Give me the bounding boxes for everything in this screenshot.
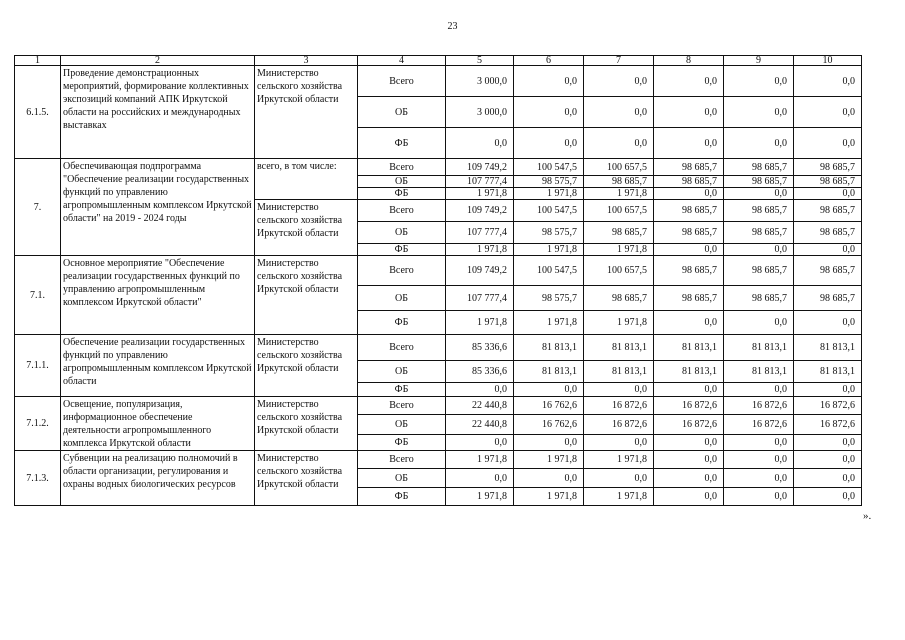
amount-cell: 1 971,8 xyxy=(584,311,654,335)
amount-cell: 1 971,8 xyxy=(446,244,514,256)
funding-source: Всего xyxy=(358,200,446,222)
item-name: Субвенции на реализацию полномочий в области организации, регулирования и охраны водных биологических ресурсов xyxy=(61,451,255,506)
amount-cell: 16 762,6 xyxy=(514,415,584,435)
amount-cell: 0,0 xyxy=(724,66,794,97)
amount-cell: 98 685,7 xyxy=(794,159,862,176)
amount-cell: 98 575,7 xyxy=(514,286,584,311)
table-row xyxy=(15,66,862,97)
amount-cell: 0,0 xyxy=(794,488,862,506)
amount-cell: 98 685,7 xyxy=(794,176,862,188)
amount-cell: 98 685,7 xyxy=(794,286,862,311)
amount-cell: 0,0 xyxy=(584,469,654,488)
amount-cell: 0,0 xyxy=(584,383,654,397)
header-cell: 3 xyxy=(255,56,358,66)
executor-cell: Министерство сельского хозяйства Иркутской области xyxy=(255,335,358,397)
item-number: 7.1.1. xyxy=(15,335,61,397)
amount-cell: 81 813,1 xyxy=(514,335,584,361)
amount-cell: 0,0 xyxy=(794,244,862,256)
item-number: 7.1.2. xyxy=(15,397,61,451)
header-cell: 2 xyxy=(61,56,255,66)
amount-cell: 0,0 xyxy=(654,97,724,128)
amount-cell: 16 872,6 xyxy=(794,415,862,435)
funding-source: Всего xyxy=(358,451,446,469)
page-number: 23 xyxy=(447,21,458,32)
amount-cell: 109 749,2 xyxy=(446,159,514,176)
amount-cell: 109 749,2 xyxy=(446,200,514,222)
amount-cell: 0,0 xyxy=(724,97,794,128)
amount-cell: 0,0 xyxy=(724,488,794,506)
amount-cell: 0,0 xyxy=(724,435,794,451)
amount-cell: 0,0 xyxy=(724,128,794,159)
amount-cell: 0,0 xyxy=(794,97,862,128)
amount-cell: 0,0 xyxy=(514,128,584,159)
amount-cell: 0,0 xyxy=(654,451,724,469)
amount-cell: 1 971,8 xyxy=(584,451,654,469)
amount-cell: 0,0 xyxy=(794,469,862,488)
amount-cell: 0,0 xyxy=(514,66,584,97)
amount-cell: 1 971,8 xyxy=(514,188,584,200)
amount-cell: 98 575,7 xyxy=(514,222,584,244)
amount-cell: 0,0 xyxy=(446,128,514,159)
amount-cell: 0,0 xyxy=(514,383,584,397)
header-cell: 4 xyxy=(358,56,446,66)
funding-source: ФБ xyxy=(358,435,446,451)
amount-cell: 0,0 xyxy=(794,311,862,335)
amount-cell: 81 813,1 xyxy=(794,335,862,361)
item-number: 6.1.5. xyxy=(15,66,61,159)
amount-cell: 16 872,6 xyxy=(724,415,794,435)
amount-cell: 98 685,7 xyxy=(724,176,794,188)
amount-cell: 0,0 xyxy=(654,66,724,97)
amount-cell: 1 971,8 xyxy=(514,451,584,469)
amount-cell: 1 971,8 xyxy=(584,188,654,200)
amount-cell: 0,0 xyxy=(654,311,724,335)
amount-cell: 98 685,7 xyxy=(724,256,794,286)
amount-cell: 1 971,8 xyxy=(514,488,584,506)
amount-cell: 0,0 xyxy=(514,97,584,128)
amount-cell: 98 685,7 xyxy=(654,176,724,188)
amount-cell: 98 685,7 xyxy=(794,200,862,222)
amount-cell: 98 685,7 xyxy=(654,159,724,176)
amount-cell: 98 685,7 xyxy=(724,159,794,176)
amount-cell: 16 872,6 xyxy=(654,397,724,415)
amount-cell: 98 685,7 xyxy=(724,222,794,244)
table-row xyxy=(15,451,862,469)
amount-cell: 81 813,1 xyxy=(654,335,724,361)
amount-cell: 107 777,4 xyxy=(446,222,514,244)
amount-cell: 98 685,7 xyxy=(654,200,724,222)
amount-cell: 22 440,8 xyxy=(446,397,514,415)
funding-source: ОБ xyxy=(358,97,446,128)
amount-cell: 0,0 xyxy=(724,451,794,469)
amount-cell: 3 000,0 xyxy=(446,66,514,97)
amount-cell: 109 749,2 xyxy=(446,256,514,286)
header-cell: 8 xyxy=(654,56,724,66)
header-row xyxy=(15,56,862,66)
funding-source: ОБ xyxy=(358,361,446,383)
amount-cell: 16 872,6 xyxy=(654,415,724,435)
executor-cell: Министерство сельского хозяйства Иркутской области xyxy=(255,66,358,159)
amount-cell: 85 336,6 xyxy=(446,361,514,383)
amount-cell: 98 685,7 xyxy=(584,222,654,244)
funding-source: ОБ xyxy=(358,415,446,435)
amount-cell: 0,0 xyxy=(724,469,794,488)
item-name: Освещение, популяризация, информационное обеспечение деятельности агропромышленного комплекса Иркутской области xyxy=(61,397,255,451)
amount-cell: 0,0 xyxy=(584,66,654,97)
amount-cell: 98 685,7 xyxy=(654,256,724,286)
funding-source: ОБ xyxy=(358,469,446,488)
amount-cell: 100 657,5 xyxy=(584,200,654,222)
amount-cell: 85 336,6 xyxy=(446,335,514,361)
amount-cell: 81 813,1 xyxy=(514,361,584,383)
table-row xyxy=(15,159,862,176)
amount-cell: 81 813,1 xyxy=(584,335,654,361)
amount-cell: 1 971,8 xyxy=(514,311,584,335)
table-row xyxy=(15,256,862,286)
amount-cell: 98 575,7 xyxy=(514,176,584,188)
header-cell: 5 xyxy=(446,56,514,66)
amount-cell: 0,0 xyxy=(794,128,862,159)
header-cell: 7 xyxy=(584,56,654,66)
amount-cell: 16 762,6 xyxy=(514,397,584,415)
closing-quote-mark: ». xyxy=(863,510,872,522)
item-name: Обеспечение реализации государственных функций по управлению агропромышленным комплексом Иркутской области xyxy=(61,335,255,397)
amount-cell: 0,0 xyxy=(794,188,862,200)
amount-cell: 100 547,5 xyxy=(514,200,584,222)
amount-cell: 100 547,5 xyxy=(514,256,584,286)
funding-source: ФБ xyxy=(358,188,446,200)
funding-source: ОБ xyxy=(358,286,446,311)
amount-cell: 0,0 xyxy=(654,244,724,256)
header-cell: 1 xyxy=(15,56,61,66)
amount-cell: 98 685,7 xyxy=(584,286,654,311)
item-name: Основное мероприятие "Обеспечение реализации государственных функций по управлению агропромышленным комплексом Иркутской области" xyxy=(61,256,255,335)
executor-cell: всего, в том числе: xyxy=(255,159,358,200)
amount-cell: 0,0 xyxy=(514,435,584,451)
amount-cell: 81 813,1 xyxy=(794,361,862,383)
table-row xyxy=(15,397,862,415)
amount-cell: 0,0 xyxy=(446,469,514,488)
amount-cell: 16 872,6 xyxy=(584,397,654,415)
item-number: 7. xyxy=(15,159,61,256)
executor-cell: Министерство сельского хозяйства Иркутской области xyxy=(255,397,358,451)
item-name: Проведение демонстрационных мероприятий, формирование коллективных экспозиций компаний АПК Иркутской области на российских и международных выставках xyxy=(61,66,255,159)
item-number: 7.1.3. xyxy=(15,451,61,506)
amount-cell: 16 872,6 xyxy=(724,397,794,415)
funding-source: ФБ xyxy=(358,244,446,256)
amount-cell: 98 685,7 xyxy=(794,222,862,244)
amount-cell: 98 685,7 xyxy=(794,256,862,286)
amount-cell: 0,0 xyxy=(794,435,862,451)
amount-cell: 100 657,5 xyxy=(584,159,654,176)
amount-cell: 1 971,8 xyxy=(446,451,514,469)
table-row xyxy=(15,335,862,361)
amount-cell: 0,0 xyxy=(724,311,794,335)
amount-cell: 98 685,7 xyxy=(724,200,794,222)
amount-cell: 98 685,7 xyxy=(654,286,724,311)
amount-cell: 0,0 xyxy=(724,244,794,256)
funding-source: Всего xyxy=(358,159,446,176)
executor-cell: Министерство сельского хозяйства Иркутской области xyxy=(255,256,358,335)
amount-cell: 0,0 xyxy=(654,383,724,397)
amount-cell: 107 777,4 xyxy=(446,176,514,188)
amount-cell: 1 971,8 xyxy=(446,188,514,200)
funding-source: Всего xyxy=(358,397,446,415)
amount-cell: 0,0 xyxy=(654,469,724,488)
amount-cell: 0,0 xyxy=(794,66,862,97)
item-number: 7.1. xyxy=(15,256,61,335)
amount-cell: 0,0 xyxy=(724,383,794,397)
item-name: Обеспечивающая подпрограмма "Обеспечение реализации государственных функций по управлению агропромышленным комплексом Иркутской области" на 2019 - 2024 годы xyxy=(61,159,255,256)
amount-cell: 3 000,0 xyxy=(446,97,514,128)
amount-cell: 1 971,8 xyxy=(514,244,584,256)
amount-cell: 1 971,8 xyxy=(446,311,514,335)
amount-cell: 0,0 xyxy=(584,435,654,451)
amount-cell: 0,0 xyxy=(514,469,584,488)
amount-cell: 81 813,1 xyxy=(724,361,794,383)
amount-cell: 98 685,7 xyxy=(584,176,654,188)
amount-cell: 0,0 xyxy=(584,97,654,128)
amount-cell: 16 872,6 xyxy=(584,415,654,435)
amount-cell: 0,0 xyxy=(724,188,794,200)
amount-cell: 1 971,8 xyxy=(584,244,654,256)
budget-table xyxy=(14,55,862,506)
amount-cell: 22 440,8 xyxy=(446,415,514,435)
amount-cell: 0,0 xyxy=(446,435,514,451)
funding-source: ОБ xyxy=(358,222,446,244)
header-cell: 9 xyxy=(724,56,794,66)
amount-cell: 0,0 xyxy=(794,383,862,397)
funding-source: Всего xyxy=(358,335,446,361)
amount-cell: 0,0 xyxy=(584,128,654,159)
amount-cell: 16 872,6 xyxy=(794,397,862,415)
header-cell: 6 xyxy=(514,56,584,66)
funding-source: Всего xyxy=(358,66,446,97)
amount-cell: 81 813,1 xyxy=(584,361,654,383)
amount-cell: 1 971,8 xyxy=(584,488,654,506)
executor-cell: Министерство сельского хозяйства Иркутской области xyxy=(255,451,358,506)
funding-source: ФБ xyxy=(358,383,446,397)
amount-cell: 0,0 xyxy=(446,383,514,397)
amount-cell: 100 547,5 xyxy=(514,159,584,176)
amount-cell: 98 685,7 xyxy=(654,222,724,244)
funding-source: ФБ xyxy=(358,128,446,159)
executor-cell: Министерство сельского хозяйства Иркутской области xyxy=(255,200,358,256)
funding-source: ОБ xyxy=(358,176,446,188)
amount-cell: 0,0 xyxy=(654,435,724,451)
amount-cell: 100 657,5 xyxy=(584,256,654,286)
amount-cell: 0,0 xyxy=(654,488,724,506)
funding-source: ФБ xyxy=(358,311,446,335)
amount-cell: 107 777,4 xyxy=(446,286,514,311)
amount-cell: 1 971,8 xyxy=(446,488,514,506)
amount-cell: 0,0 xyxy=(794,451,862,469)
amount-cell: 81 813,1 xyxy=(724,335,794,361)
funding-source: Всего xyxy=(358,256,446,286)
amount-cell: 81 813,1 xyxy=(654,361,724,383)
amount-cell: 0,0 xyxy=(654,128,724,159)
funding-source: ФБ xyxy=(358,488,446,506)
amount-cell: 0,0 xyxy=(654,188,724,200)
amount-cell: 98 685,7 xyxy=(724,286,794,311)
header-cell: 10 xyxy=(794,56,862,66)
